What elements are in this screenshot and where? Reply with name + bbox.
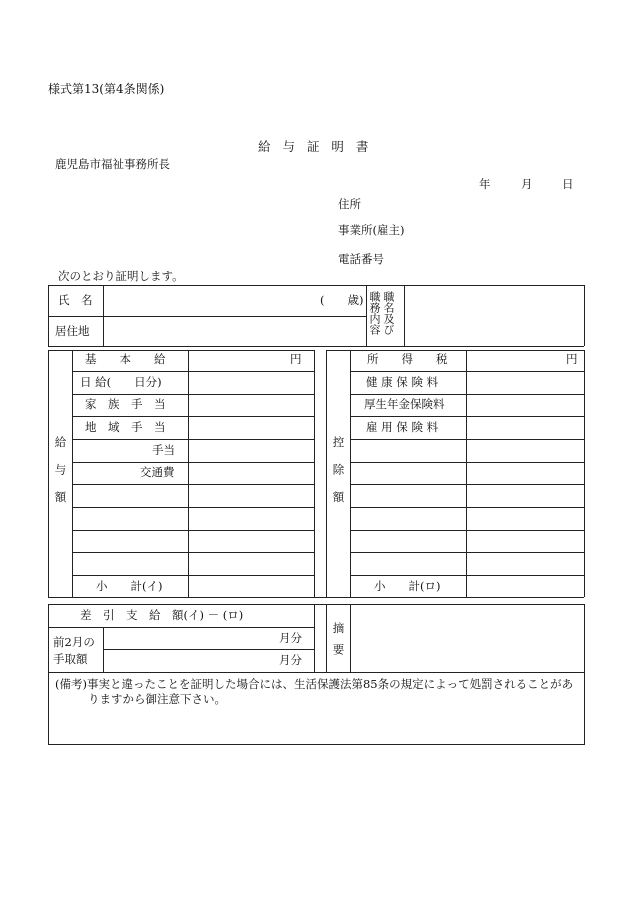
- deduction-row-label: 所 得 税: [367, 352, 448, 366]
- job-title-label: 職名及び: [382, 291, 395, 335]
- net-pay-label: 差 引 支 給 額(イ) － (ロ): [80, 608, 244, 622]
- month-unit: 月分: [279, 631, 302, 645]
- date-day: 日: [562, 177, 574, 191]
- job-content-label: 職務内容: [368, 291, 381, 335]
- yen-unit: 円: [566, 352, 578, 366]
- month-unit: 月分: [279, 653, 302, 667]
- prev-net-label: 前2月の手取額: [53, 635, 95, 666]
- form-number: 様式第13(第4条関係): [48, 82, 165, 96]
- name-field[interactable]: [104, 286, 294, 315]
- issuer-office-label: 事業所(雇主): [338, 223, 405, 237]
- pay-row-label: 地 域 手 当: [85, 420, 166, 434]
- pay-row-label: 家 族 手 当: [85, 397, 166, 411]
- job-field[interactable]: [405, 286, 583, 345]
- pay-section-label: 給与額: [53, 436, 68, 519]
- issuer-address-label: 住所: [338, 197, 361, 211]
- name-label: 氏 名: [58, 293, 93, 307]
- note-line-2: りますから御注意下さい。: [88, 692, 226, 706]
- date-year: 年: [479, 177, 491, 191]
- yen-unit: 円: [290, 352, 302, 366]
- remarks-field[interactable]: [351, 605, 583, 671]
- deduction-row-label: 雇 用 保 険 料: [366, 420, 439, 434]
- pay-row-label: 日 給( 日分): [80, 375, 162, 389]
- deduction-amount-field[interactable]: [467, 351, 584, 575]
- deduction-subtotal-label: 小 計(ロ): [374, 579, 441, 593]
- intro-text: 次のとおり証明します。: [58, 269, 184, 283]
- date-month: 月: [521, 177, 533, 191]
- deduction-row-label: 健 康 保 険 料: [366, 375, 439, 389]
- issuer-phone-label: 電話番号: [338, 252, 384, 266]
- pay-subtotal-label: 小 計(イ): [96, 579, 163, 593]
- address-label: 居住地: [55, 324, 90, 338]
- note-line-1: (備考)事実と違ったことを証明した場合には、生活保護法第85条の規定によって処罰されることがあ: [55, 677, 574, 691]
- address-field[interactable]: [104, 317, 365, 345]
- pay-row-label: 手当: [152, 443, 175, 457]
- page-title: 給 与 証 明 書: [258, 139, 373, 154]
- addressee: 鹿児島市福祉事務所長: [55, 157, 170, 171]
- age-label: ( 歳): [320, 293, 364, 307]
- pay-row-label: 交通費: [140, 465, 175, 479]
- remarks-label: 摘要: [331, 622, 346, 665]
- deduction-row-label: 厚生年金保険料: [364, 397, 445, 411]
- pay-amount-field[interactable]: [189, 351, 314, 575]
- deduction-section-label: 控除額: [331, 436, 346, 519]
- pay-row-label: 基 本 給: [85, 352, 166, 366]
